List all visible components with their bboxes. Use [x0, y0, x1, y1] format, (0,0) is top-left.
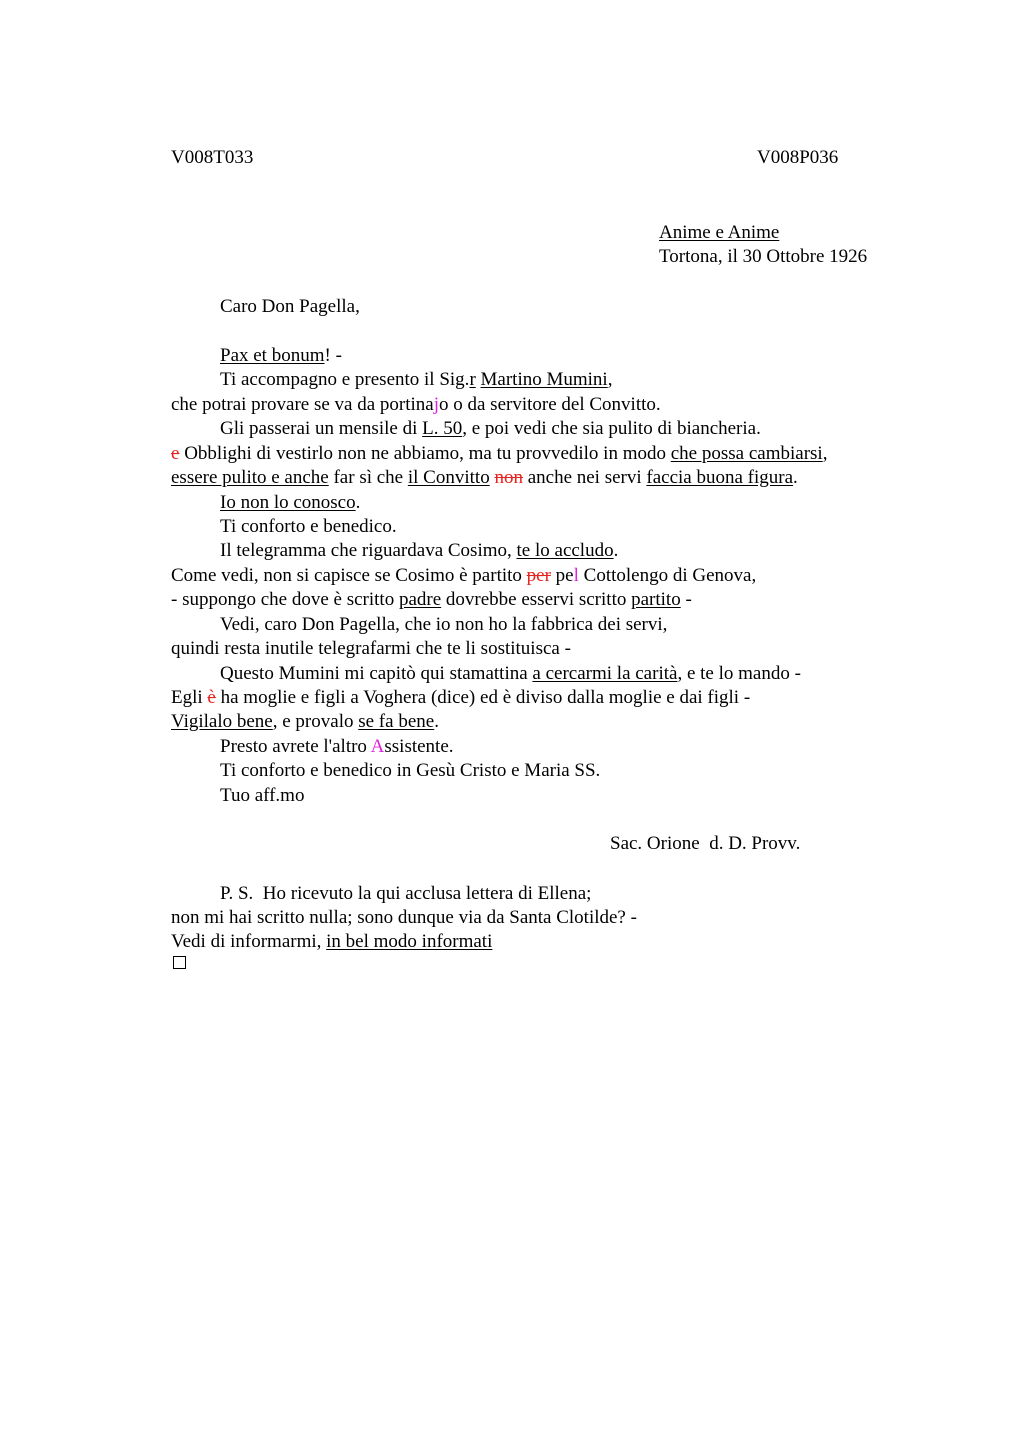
- body-line-6: [171, 466, 798, 490]
- postscript-line-2: non mi hai scritto nulla; sono dunque via da Santa Clotilde? -: [171, 907, 637, 928]
- text-span: Gli passerai un mensile di: [220, 418, 423, 439]
- body-line-2: [220, 368, 612, 392]
- text-span: ,: [822, 443, 828, 464]
- document-code-right: V008P036: [757, 147, 839, 168]
- underlined-text: Io non lo conosco: [220, 492, 356, 513]
- motto: Anime e Anime: [659, 222, 780, 243]
- text-span: dovrebbe esservi scritto: [441, 589, 632, 610]
- text-span: Cottolengo di Genova,: [578, 565, 757, 586]
- text-span: ! -: [324, 345, 342, 366]
- body-line-10: [171, 564, 756, 588]
- text-span: anche nei servi: [522, 467, 647, 488]
- underlined-text: il Convitto: [407, 467, 490, 488]
- text-span: Il telegramma che riguardava Cosimo,: [220, 540, 517, 561]
- body-line-19: Tuo aff.mo: [220, 785, 305, 806]
- inserted-text: l: [573, 565, 579, 586]
- text-span: Obblighi di vestirlo non ne abbiamo, ma tu provvedilo in modo: [179, 443, 671, 464]
- signature: Sac. Orione d. D. Provv.: [610, 833, 801, 854]
- body-line-12: Vedi, caro Don Pagella, che io non ho la fabbrica dei servi,: [220, 614, 668, 635]
- text-span: pe: [550, 565, 574, 586]
- text-span: , e provalo: [272, 711, 359, 732]
- place-date: Tortona, il 30 Ottobre 1926: [659, 246, 868, 267]
- text-span: Ti accompagno e presento il Sig.: [220, 369, 470, 390]
- underlined-text: faccia buona figura: [646, 467, 794, 488]
- text-span: ha moglie e figli a Voghera (dice) ed è diviso dalla moglie e dai figli -: [215, 687, 751, 708]
- salutation: Caro Don Pagella,: [220, 296, 360, 317]
- underlined-text: che possa cambiarsi: [670, 443, 823, 464]
- text-span: .: [793, 467, 798, 488]
- text-span: o o da servitore del Convitto.: [439, 394, 661, 415]
- text-span: , e poi vedi che sia pulito di biancheria.: [462, 418, 761, 439]
- inserted-text: A: [370, 736, 385, 757]
- underlined-text: L. 50: [422, 418, 463, 439]
- text-span: Egli: [171, 687, 208, 708]
- document-code-left: V008T033: [171, 147, 254, 168]
- end-marker-box-icon: [173, 956, 186, 969]
- inserted-text: j: [433, 394, 439, 415]
- body-line-17: [220, 735, 454, 759]
- underlined-text: se fa bene: [358, 711, 435, 732]
- text-span: .: [355, 492, 361, 513]
- text-span: , e te lo mando -: [677, 663, 801, 684]
- body-line-4: [220, 417, 761, 441]
- deleted-text: e: [171, 443, 180, 464]
- text-span: - suppongo che dove è scritto: [171, 589, 399, 610]
- postscript-line-1: P. S. Ho ricevuto la qui acclusa lettera di Ellena;: [220, 883, 592, 904]
- body-line-5: [171, 442, 827, 466]
- body-line-3: [171, 393, 661, 417]
- text-span: Vedi di informarmi,: [171, 931, 327, 952]
- underlined-text: in bel modo informati: [326, 931, 493, 952]
- deleted-text: non: [494, 467, 523, 488]
- text-span: ,: [607, 369, 613, 390]
- text-span: che potrai provare se va da portina: [171, 394, 434, 415]
- body-line-1: [220, 344, 342, 368]
- body-line-11: [171, 588, 692, 612]
- text-span: ssistente.: [384, 736, 454, 757]
- text-span: .: [434, 711, 439, 732]
- underlined-text: te lo accludo: [516, 540, 614, 561]
- deleted-text: per: [526, 565, 551, 586]
- deleted-text: è: [207, 687, 216, 708]
- body-line-18: Ti conforto e benedico in Gesù Cristo e Maria SS.: [220, 760, 601, 781]
- text-span: far sì che: [328, 467, 408, 488]
- underlined-text: essere pulito e anche: [171, 467, 329, 488]
- underlined-text: a cercarmi la carità: [532, 663, 678, 684]
- body-line-7: [220, 491, 360, 515]
- underlined-text: Vigilalo bene: [171, 711, 273, 732]
- body-line-16: [171, 710, 439, 734]
- body-line-15: [171, 686, 750, 710]
- body-line-8: Ti conforto e benedico.: [220, 516, 397, 537]
- underlined-text: partito: [631, 589, 681, 610]
- text-span: Presto avrete l'altro: [220, 736, 371, 757]
- underlined-text: padre: [398, 589, 442, 610]
- underlined-name: Martino Mumini: [480, 369, 608, 390]
- body-line-14: [220, 662, 801, 686]
- postscript-line-3: [171, 930, 492, 954]
- text-span: -: [680, 589, 692, 610]
- text-span: .: [613, 540, 619, 561]
- text-span: Come vedi, non si capisce se Cosimo è partito: [171, 565, 527, 586]
- text-span: Questo Mumini mi capitò qui stamattina: [220, 663, 533, 684]
- body-line-9: [220, 539, 618, 563]
- underlined-text: Pax et bonum: [220, 345, 325, 366]
- underlined-text: r: [469, 369, 476, 390]
- body-line-13: quindi resta inutile telegrafarmi che te li sostituisca -: [171, 638, 571, 659]
